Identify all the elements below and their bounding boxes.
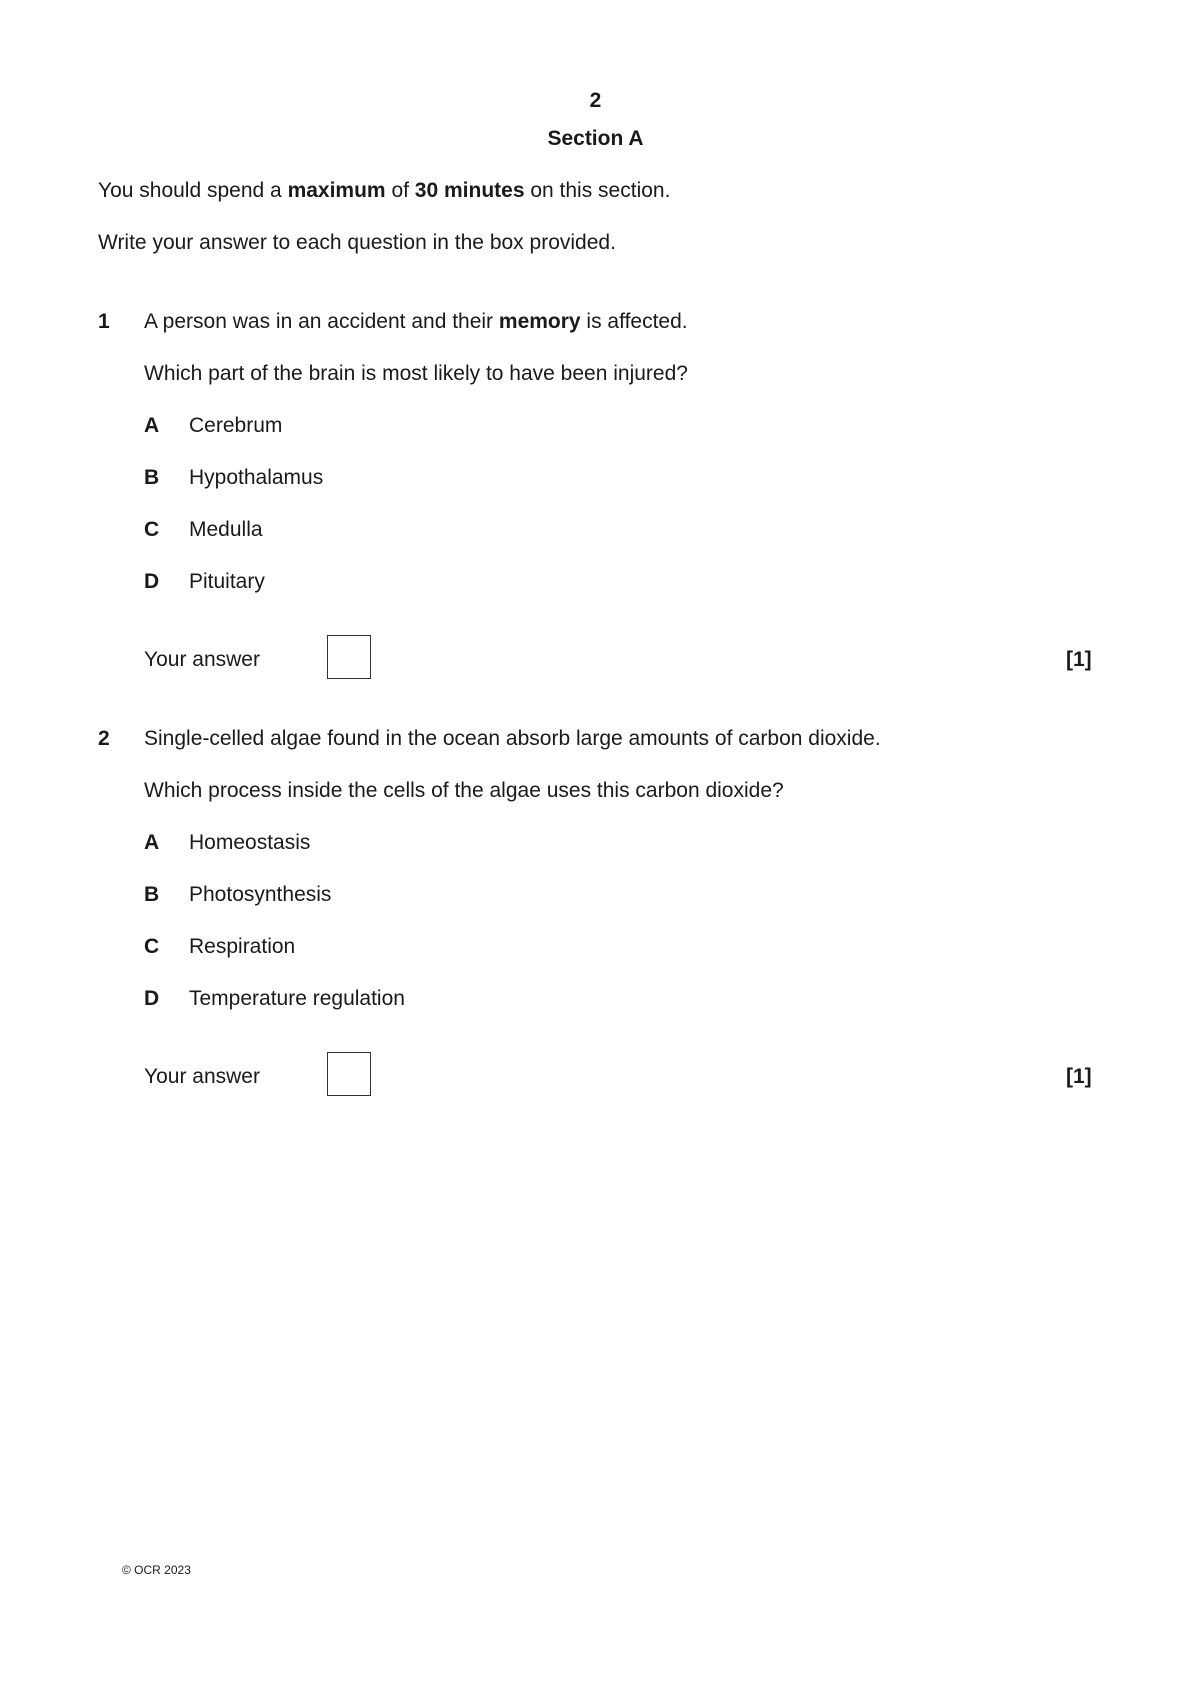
option-text: Cerebrum <box>189 414 283 437</box>
option-text: Temperature regulation <box>189 987 405 1010</box>
copyright-footer: © OCR 2023 <box>122 1563 191 1577</box>
option-text: Hypothalamus <box>189 466 324 489</box>
instruction-time: You should spend a maximum of 30 minutes on this section. <box>98 179 671 202</box>
question-prompt: Which process inside the cells of the algae uses this carbon dioxide? <box>144 779 784 802</box>
answer-box[interactable] <box>327 1052 371 1096</box>
option-text: Homeostasis <box>189 831 311 854</box>
option-letter: C <box>144 935 160 958</box>
question-number: 1 <box>98 310 110 333</box>
option-letter: B <box>144 883 160 906</box>
option-letter: A <box>144 414 160 437</box>
option-letter: A <box>144 831 160 854</box>
option-letter: C <box>144 518 160 541</box>
answer-box[interactable] <box>327 635 371 679</box>
option-text: Photosynthesis <box>189 883 332 906</box>
answer-label: Your answer <box>144 1065 260 1088</box>
option-letter: D <box>144 987 160 1010</box>
option-text: Medulla <box>189 518 263 541</box>
answer-label: Your answer <box>144 648 260 671</box>
marks-label: [1] <box>1066 1065 1092 1088</box>
option-text: Respiration <box>189 935 296 958</box>
page-number: 2 <box>589 89 602 112</box>
question-prompt: Which part of the brain is most likely to have been injured? <box>144 362 688 385</box>
question-stem: Single-celled algae found in the ocean absorb large amounts of carbon dioxide. <box>144 727 881 750</box>
section-title: Section A <box>547 127 644 150</box>
marks-label: [1] <box>1066 648 1092 671</box>
question-stem: A person was in an accident and their memory is affected. <box>144 310 688 333</box>
option-text: Pituitary <box>189 570 265 593</box>
option-letter: D <box>144 570 160 593</box>
option-letter: B <box>144 466 160 489</box>
instruction-answer: Write your answer to each question in the box provided. <box>98 231 616 254</box>
question-number: 2 <box>98 727 110 750</box>
